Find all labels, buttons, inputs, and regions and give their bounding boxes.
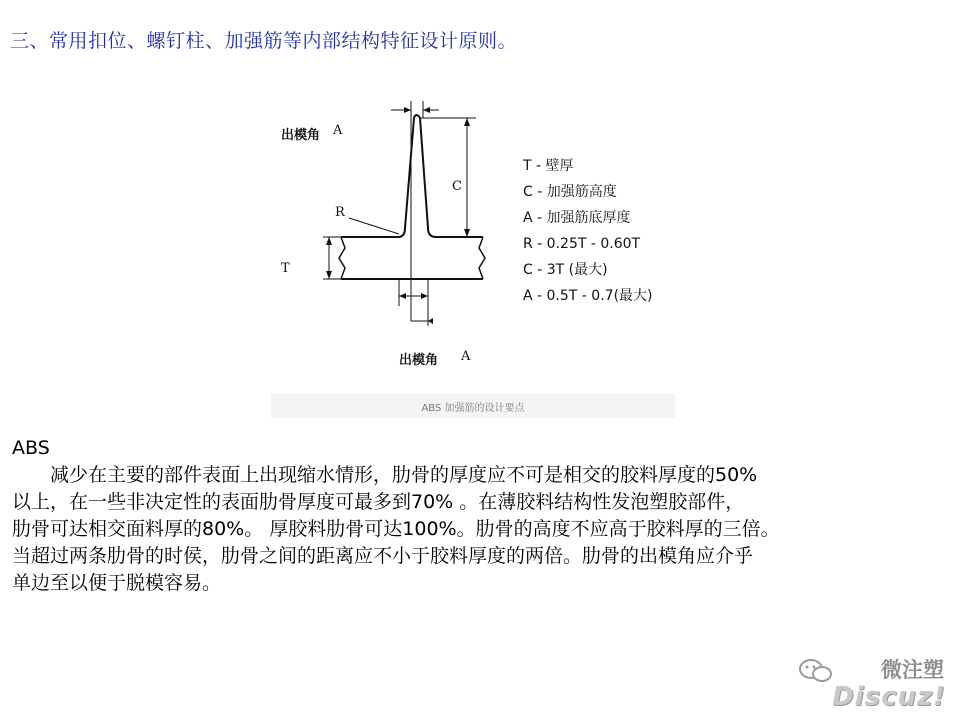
t-arrowhead-top xyxy=(326,237,332,245)
c-dimension-label: C xyxy=(452,179,462,194)
legend-line-1: T - 壁厚 xyxy=(523,158,574,174)
rib-design-figure xyxy=(271,96,675,418)
section-title: ABS xyxy=(12,437,50,459)
legend-line-2: C - 加强筋高度 xyxy=(523,184,617,200)
bottom-arrowhead-left xyxy=(399,293,406,299)
watermark-text: 微注塑 xyxy=(881,658,944,682)
top-draft-arrowhead-right xyxy=(423,107,430,113)
legend-line-3: A - 加强筋底厚度 xyxy=(523,210,631,226)
legend-line-4: R - 0.25T - 0.60T xyxy=(523,236,641,252)
legend-line-6: A - 0.5T - 0.7(最大) xyxy=(523,288,653,304)
page-heading: 三、常用扣位、螺钉柱、加强筋等内部结构特征设计原则。 xyxy=(10,30,518,52)
break-line-left xyxy=(339,237,345,279)
draft-angle-top-label: 出模角 xyxy=(281,128,321,143)
c-arrowhead-bottom xyxy=(464,229,470,237)
r-dimension-label: R xyxy=(335,205,345,220)
t-dimension-label: T xyxy=(281,261,290,276)
bottom-draft-arrowhead xyxy=(428,318,433,324)
draft-angle-bottom-letter: A xyxy=(461,349,471,364)
break-line-right xyxy=(479,237,485,279)
watermark-logo: Discuz! xyxy=(832,682,946,712)
legend-line-5: C - 3T (最大) xyxy=(523,262,608,278)
bottom-arrowhead-right xyxy=(421,293,428,299)
t-arrowhead-bottom xyxy=(326,271,332,279)
draft-angle-top-letter: A xyxy=(333,123,343,138)
figure-caption: ABS 加强筋的设计要点 xyxy=(421,403,525,414)
wechat-icon xyxy=(798,658,834,684)
watermark xyxy=(798,654,948,712)
top-draft-arrowhead-left xyxy=(404,107,411,113)
rib-outline xyxy=(341,115,483,237)
rib-cross-section-diagram xyxy=(271,96,675,418)
r-leader-line xyxy=(349,218,399,234)
c-arrowhead-top xyxy=(464,118,470,126)
body-paragraph: 减少在主要的部件表面上出现缩水情形，肋骨的厚度应不可是相交的胶料厚度的50% 以上，在一些非决定性的表面肋骨厚度可最多到70% 。在薄胶料结构性发泡塑胶部件， 肋骨可达相交面料厚的80%。 厚胶料肋骨可达100%。肋骨的高度不应高于胶料厚的三倍。 当超过两条肋骨的时侯，肋骨之间的距离应不小于胶料厚度的两倍。肋骨的出模角应介乎 单边至以便于脱模容易。 xyxy=(12,464,780,594)
draft-angle-bottom-label: 出模角 xyxy=(399,353,439,368)
